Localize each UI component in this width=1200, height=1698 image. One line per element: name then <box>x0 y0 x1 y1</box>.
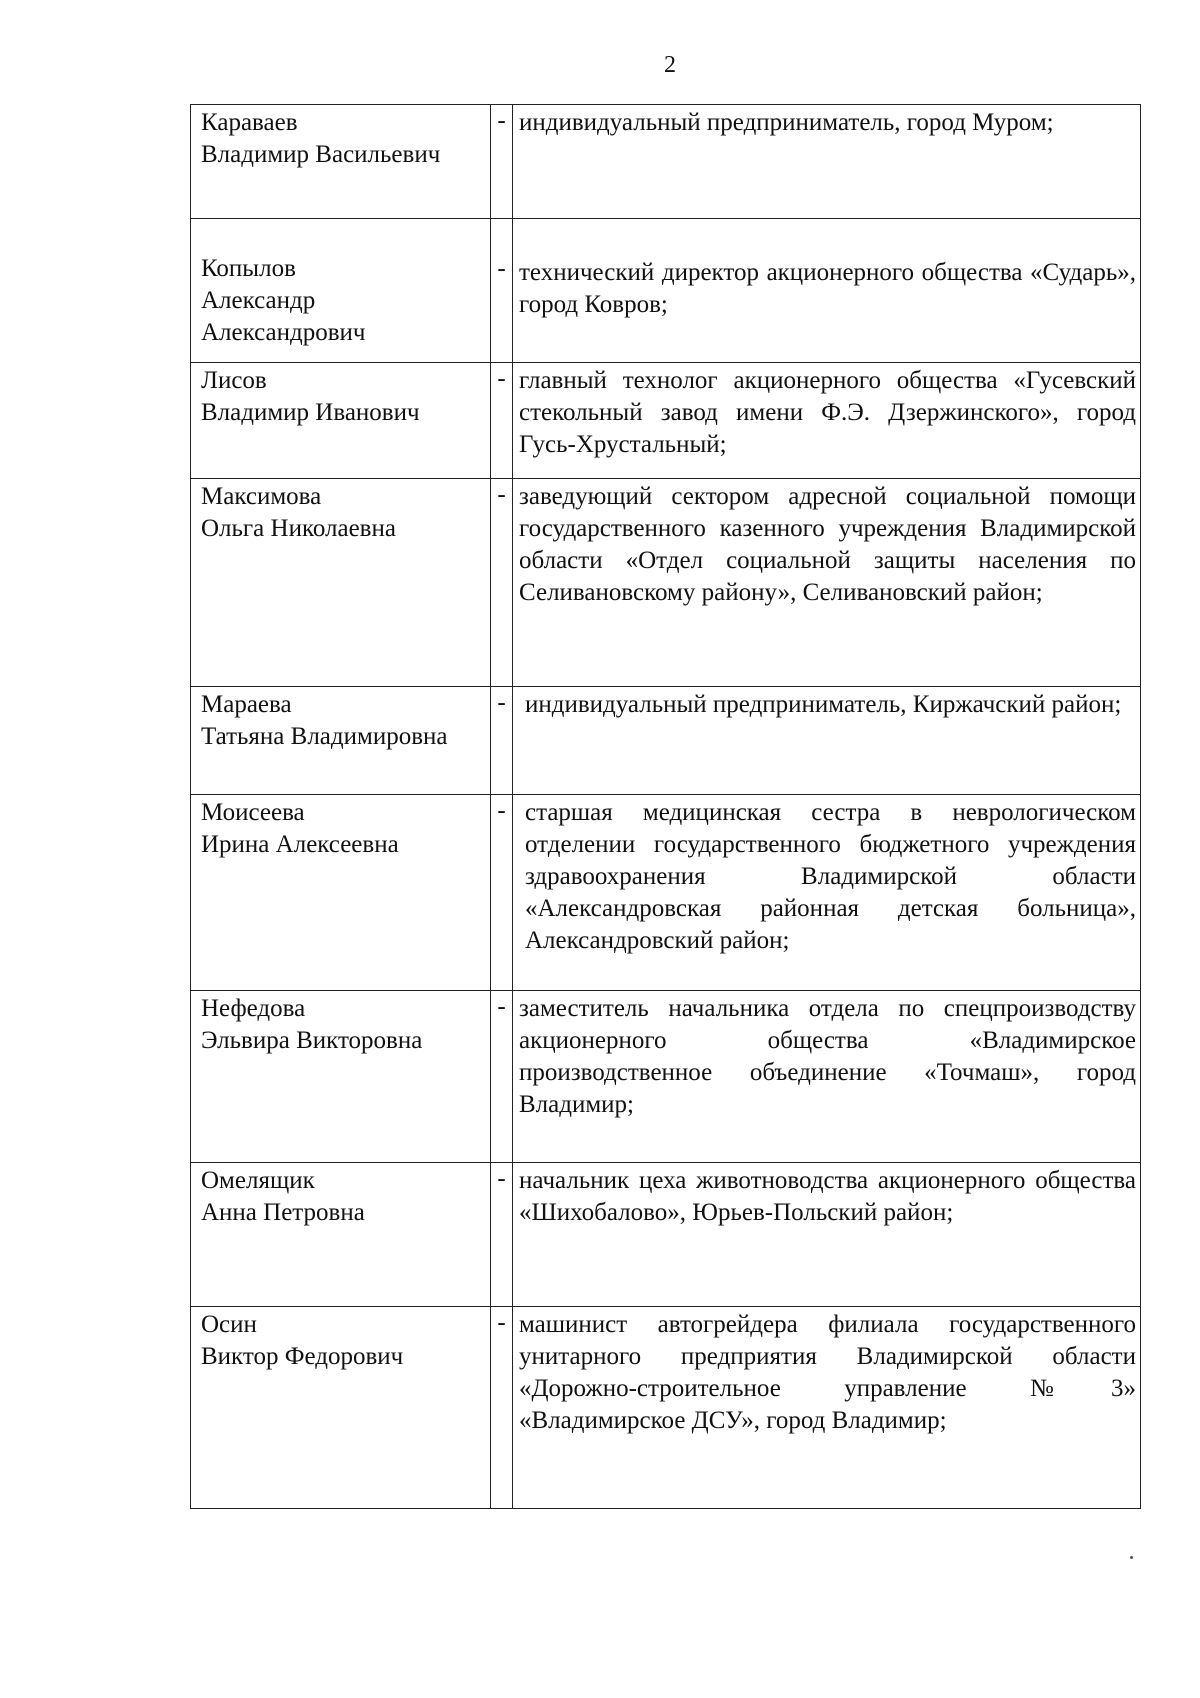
dash: - <box>491 1307 513 1509</box>
given-names: Владимир Иванович <box>201 399 420 426</box>
dash: - <box>491 1163 513 1307</box>
name-cell <box>191 795 491 991</box>
surname: Копылов <box>201 255 296 282</box>
position-text: индивидуальный предприниматель, город Муром; <box>519 109 1054 136</box>
name-cell <box>191 1163 491 1307</box>
table-row <box>191 219 1141 363</box>
surname: Караваев <box>201 109 298 136</box>
position-cell <box>513 363 1141 479</box>
dash: - <box>491 795 513 991</box>
surname: Осин <box>201 1311 257 1338</box>
table-row <box>191 687 1141 795</box>
position-text: машинист автогрейдера филиала государственного унитарного предприятия Владимирской области «Дорожно-строительное управление №3» «Владимирское ДСУ», город Владимир; <box>519 1311 1136 1434</box>
position-cell <box>513 219 1141 363</box>
given-names: Ирина Алексеевна <box>201 831 399 858</box>
name-cell <box>191 479 491 687</box>
dash: - <box>491 219 513 363</box>
given-names: Владимир Васильевич <box>201 141 441 168</box>
name-cell <box>191 687 491 795</box>
position-cell <box>513 991 1141 1163</box>
dash: - <box>491 105 513 219</box>
dash: - <box>491 363 513 479</box>
name-cell <box>191 363 491 479</box>
given-names: Татьяна Владимировна <box>201 723 448 750</box>
position-cell <box>513 479 1141 687</box>
dash: - <box>491 479 513 687</box>
position-cell <box>513 105 1141 219</box>
surname: Нефедова <box>201 995 306 1022</box>
name-cell <box>191 219 491 363</box>
surname: Максимова <box>201 483 322 510</box>
members-table <box>190 104 1141 1509</box>
dash: - <box>491 991 513 1163</box>
position-text: главный технолог акционерного общества «Гусевский стекольный завод имени Ф.Э. Дзержинского», город Гусь-Хрустальный; <box>519 367 1136 458</box>
surname: Лисов <box>201 367 267 394</box>
name-cell <box>191 1307 491 1509</box>
position-cell <box>513 1307 1141 1509</box>
given-names: Анна Петровна <box>201 1199 365 1226</box>
surname: Мараева <box>201 691 292 718</box>
table-row <box>191 991 1141 1163</box>
name-cell <box>191 105 491 219</box>
given-names: Ольга Николаевна <box>201 515 396 542</box>
position-text: индивидуальный предприниматель, Киржачский район; <box>525 691 1122 718</box>
table-row <box>191 363 1141 479</box>
table-row <box>191 105 1141 219</box>
name-cell <box>191 991 491 1163</box>
table-row <box>191 795 1141 991</box>
table-row <box>191 1307 1141 1509</box>
given-names: Эльвира Викторовна <box>201 1027 423 1054</box>
table-row <box>191 479 1141 687</box>
dash: - <box>491 687 513 795</box>
position-cell <box>513 795 1141 991</box>
position-text: начальник цеха животноводства акционерного общества «Шихобалово», Юрьев-Польский район; <box>519 1167 1136 1226</box>
page-number: 2 <box>664 52 676 78</box>
position-text: технический директор акционерного общества «Сударь», город Ковров; <box>519 259 1136 318</box>
position-cell <box>513 687 1141 795</box>
position-text: заведующий сектором адресной социальной помощи государственного казенного учреждения Владимирской области «Отдел социальной защиты населения по Селивановскому району», Селивановский район; <box>519 483 1136 606</box>
position-cell <box>513 1163 1141 1307</box>
given-names: Александр Александрович <box>201 287 366 346</box>
given-names: Виктор Федорович <box>201 1343 404 1370</box>
surname: Моисеева <box>201 799 305 826</box>
table-row <box>191 1163 1141 1307</box>
surname: Омелящик <box>201 1167 315 1194</box>
position-text: старшая медицинская сестра в неврологическом отделении государственного бюджетного учреждения здравоохранения Владимирской области «Александровская районная детская больница», Александровский район; <box>525 799 1136 954</box>
scan-speck <box>1130 1556 1133 1559</box>
position-text: заместитель начальника отдела по спецпроизводству акционерного общества «Владимирское производственное объединение «Точмаш», город Владимир; <box>519 995 1136 1118</box>
